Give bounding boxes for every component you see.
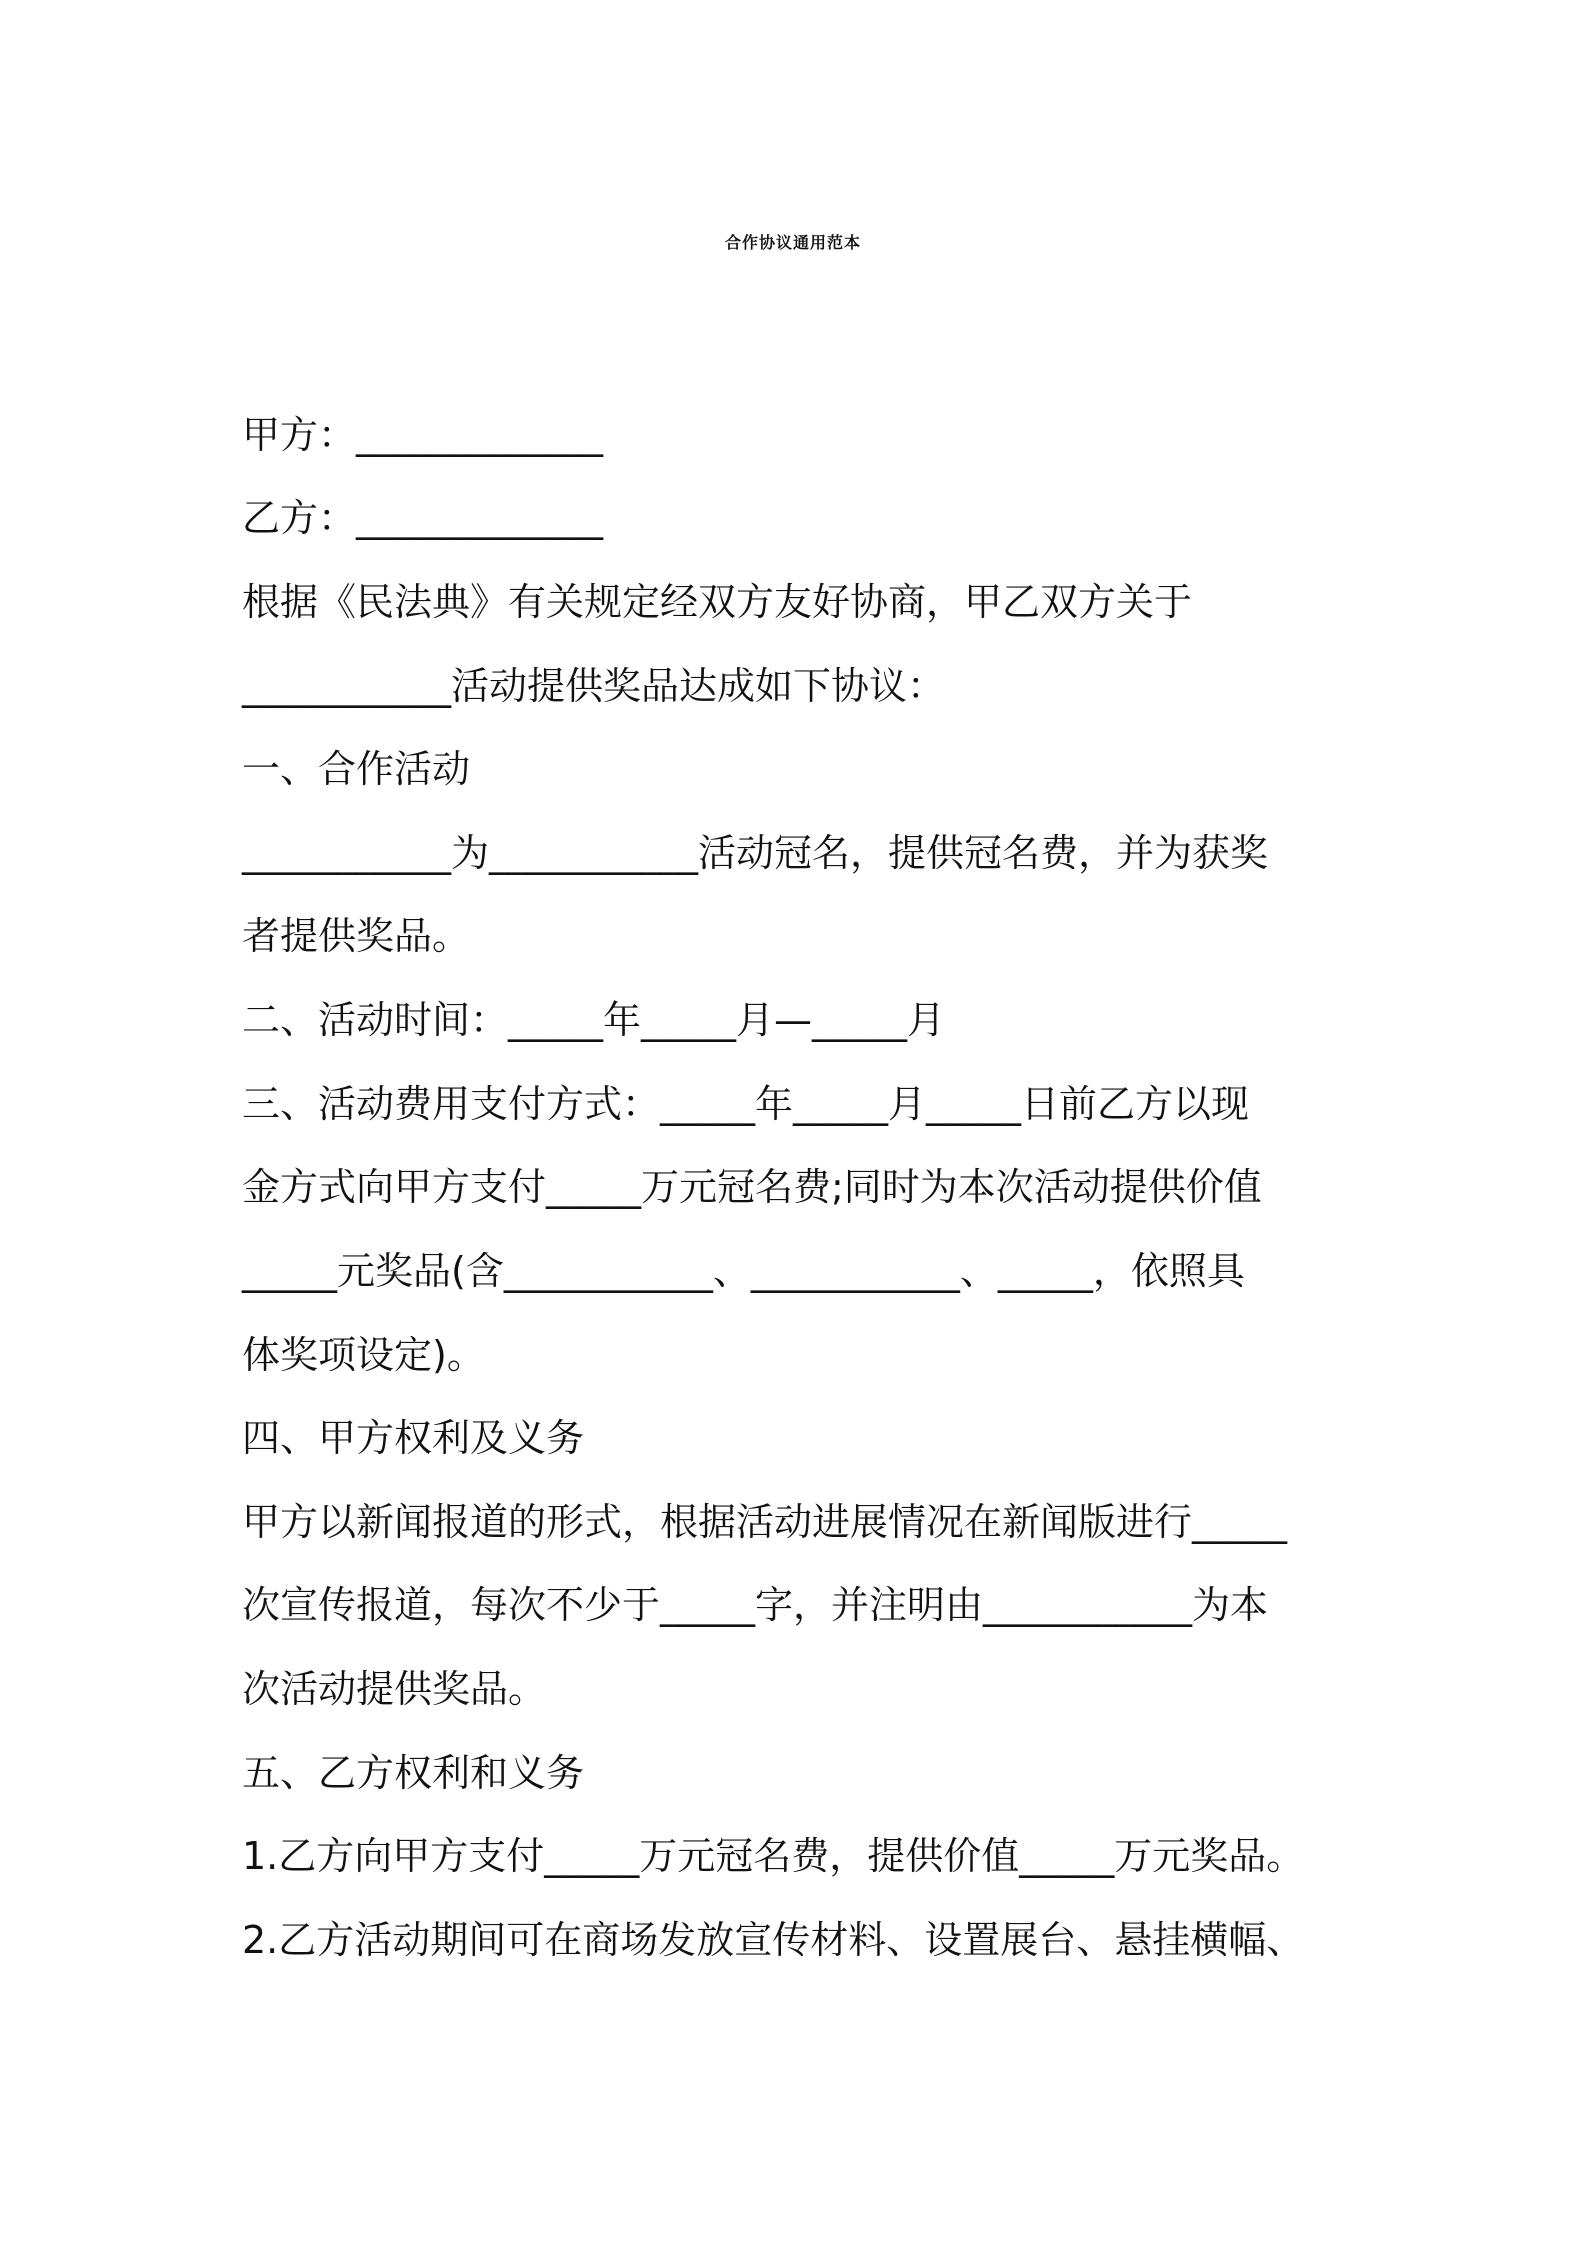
section-3-line-2: 金方式向甲方支付_____万元冠名费;同时为本次活动提供价值	[242, 1165, 1262, 1209]
party-a-line: 甲方：_____________	[242, 413, 604, 457]
preamble-line-2: ___________活动提供奖品达成如下协议：	[242, 664, 946, 708]
document-title: 合作协议通用范本	[724, 233, 861, 252]
section-3-line-1: 三、活动费用支付方式：_____年_____月_____日前乙方以现	[242, 1082, 1250, 1126]
section-3-line-3: _____元奖品(含___________、___________、_____，依照具	[242, 1249, 1245, 1293]
party-b-line: 乙方：_____________	[242, 496, 604, 540]
preamble-line-1: 根据《民法典》有关规定经双方友好协商，甲乙双方关于	[242, 580, 1193, 624]
section-4-line-1: 甲方以新闻报道的形式，根据活动进展情况在新闻版进行_____	[242, 1500, 1288, 1544]
section-1-line-2: 者提供奖品。	[242, 914, 471, 958]
section-4-line-3: 次活动提供奖品。	[242, 1667, 547, 1711]
section-5-item-2: 2.乙方活动期间可在商场发放宣传材料、设置展台、悬挂横幅、	[242, 1918, 1305, 1962]
section-4-heading: 四、甲方权利及义务	[242, 1416, 585, 1460]
section-1-heading: 一、合作活动	[242, 747, 471, 791]
section-5-heading: 五、乙方权利和义务	[242, 1751, 585, 1795]
section-3-line-4: 体奖项设定)。	[242, 1333, 485, 1377]
section-1-line-1: ___________为___________活动冠名，提供冠名费，并为获奖	[242, 831, 1269, 875]
section-4-line-2: 次宣传报道，每次不少于_____字，并注明由___________为本	[242, 1583, 1269, 1627]
section-2-line: 二、活动时间：_____年_____月—_____月	[242, 998, 946, 1042]
section-5-item-1: 1.乙方向甲方支付_____万元冠名费，提供价值_____万元奖品。	[242, 1834, 1305, 1878]
